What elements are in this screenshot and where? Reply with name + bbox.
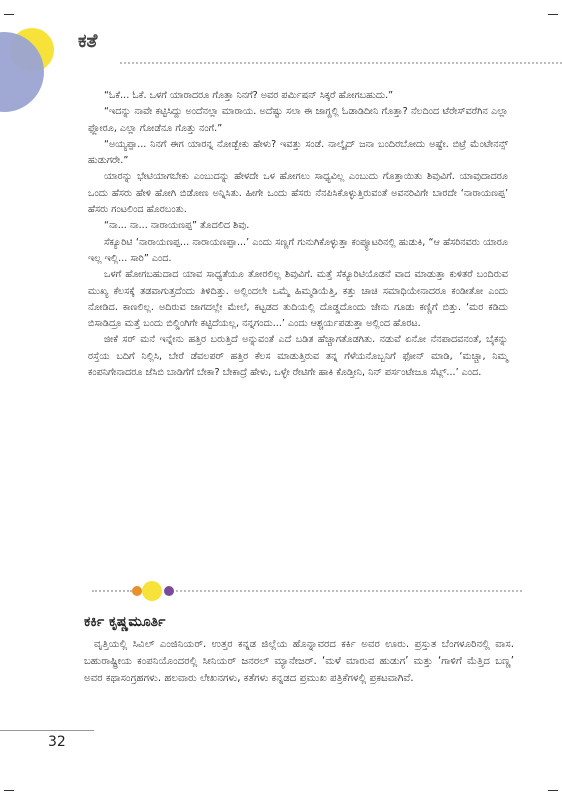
story-paragraph: “ಅಯ್ಯಪ್ಪಾ... ನಿನಗೆ ಈಗ ಯಾರನ್ನ ನೋಡ್ಬೇಕು ಹೇಳು? ಇವತ್ತು ಸಂಡೆ. ನಾಲ್ಕೈದ್ ಜನಾ ಬಂದಿರಬೋದು ಅಷ್ಟೇ. ಬಿಟ್ರೆ ಮೆಂಟೇನನ್ಸ್ ಹುಡುಗರೇ.” xyxy=(88,138,508,167)
page-number-rule xyxy=(0,730,94,731)
page-number: 32 xyxy=(48,734,66,750)
story-paragraph: “ಓಕೆ... ಓಕೆ. ಒಳಗೆ ಯಾರಾದರೂ ಗೊತ್ತಾ ನಿನಗೆ? ಅವರ ಪರ್ಮಿಷನ್ ಸಿಕ್ಕರೆ ಹೋಗಬಹುದು.” xyxy=(104,90,394,101)
header-dotted-divider xyxy=(120,62,562,64)
crop-mark xyxy=(548,790,558,791)
section-label: ಕತೆ xyxy=(78,30,98,52)
author-bio: ವೃತ್ತಿಯಲ್ಲಿ ಸಿವಿಲ್ ಎಂಜಿನಿಯರ್. ಉತ್ತರ ಕನ್ನಡ ಜಿಲ್ಲೆಯ ಹೊನ್ನಾವರದ ಕರ್ಕಿ ಅವರ ಊರು. ಪ್ರಸ್ತುತ ಬೆಂಗಳೂರಿನಲ್ಲಿ ವಾಸ. ಬಹುರಾಷ್ಟ್ರೀಯ ಕಂಪನಿಯೊಂದರಲ್ಲಿ ಸೀನಿಯರ್ ಜನರಲ್ ಮ್ಯಾನೇಜರ್. ‘ಮಳೆ ಮಾರುವ ಹುಡುಗ’ ಮತ್ತು ‘ಗಾಳಿಗೆ ಮೆತ್ತಿದ ಬಣ್ಣ’ ಅವರ ಕಥಾಸಂಗ್ರಹಗಳು. ಹಲವಾರು ಲೇಖನಗಳು, ಕತೆಗಳು ಕನ್ನಡದ ಪ್ರಮುಖ ಪತ್ರಿಕೆಗಳಲ್ಲಿ ಪ್ರಕಟವಾಗಿವೆ. xyxy=(84,639,514,684)
story-paragraph: ಒಳಗೆ ಹೋಗಬಹುದಾದ ಯಾವ ಸಾಧ್ಯತೆಯೂ ತೋರಲಿಲ್ಲ ಶಿವುವಿಗೆ. ಮತ್ತೆ ಸೆಕ್ಯೂರಿಟಿಯೊಡನೆ ವಾದ ಮಾಡುತ್ತಾ ಕುಳಿತರೆ ಬಂದಿರುವ ಮುಖ್ಯ ಕೆಲಸಕ್ಕೆ ತಡವಾಗುತ್ತದೆಂದು ತಿಳಿದಿತ್ತು. ಅಲ್ಲಿಂದಲೇ ಒಮ್ಮೆ ಹಿಮ್ಮಡಿಯೆತ್ತಿ, ಕತ್ತು ಚಾಚಿ ಸಮಾಧಿಯೇನಾದರೂ ಕಂಡೀತೋ ಎಂದು ನೋಡಿದ. ಕಾಣಲಿಲ್ಲ. ಅದಿರುವ ಜಾಗದಲ್ಲೇ ಮೇಲೆ, ಕಟ್ಟಡದ ತುದಿಯಲ್ಲಿ ದೊಡ್ಡದೊಂದು ಜೇನು ಗೂಡು ಕಣ್ಣಿಗೆ ಬಿತ್ತು. ‘ಮರ ಕಡಿದು ಬಿಸಾಡಿದ್ರೂ ಮತ್ತೆ ಬಂದು ಬಿಲ್ಡಿಂಗಿಗೇ ಕಟ್ಟಿದೆಯಲ್ಲ, ನನ್ನಗಂದು...’ ಎಂದು ಆಶ್ಚರ್ಯಪಡುತ್ತಾ ಅಲ್ಲಿಂದ ಹೊರಟ. xyxy=(88,269,508,330)
yellow-dot xyxy=(142,581,162,601)
crop-mark xyxy=(4,790,14,791)
story-paragraph: ಜೀಕೆ ಸರ್ ಮನೆ ಇನ್ನೇನು ಹತ್ತಿರ ಬರುತ್ತಿದೆ ಅನ್ನುವಂತೆ ಎದೆ ಬಡಿತ ಹೆಚ್ಚಾಗತೊಡಗಿತು. ನಡುವೆ ಏನೋ ನೆನಪಾದವನಂತೆ, ಬೈಕನ್ನು ರಸ್ತೆಯ ಬದಿಗೆ ನಿಲ್ಲಿಸಿ, ಬೇರೆ ಡೆವಲಪರ್ ಹತ್ತಿರ ಕೆಲಸ ಮಾಡುತ್ತಿರುವ ತನ್ನ ಗೆಳೆಯನೊಬ್ಬನಿಗೆ ಫೋನ್ ಮಾಡಿ, ‘ಮಚ್ಚಾ, ನಿಮ್ಮ ಕಂಪನಿಗೇನಾದರೂ ಜೆಸಿಬಿ ಬಾಡಿಗೆಗೆ ಬೇಕಾ? ಬೇಕಾದ್ರೆ ಹೇಳು, ಒಳ್ಳೇ ರೇಟಿಗೇ ಹಾಕಿ ಕೊಡ್ತೀನಿ, ನಿನ್ ಪರ್ಸಂಟೇಜೂ ಸೆಟ್ಲ್...’ ಎಂದ. xyxy=(88,334,508,379)
purple-dot xyxy=(164,586,174,596)
crop-mark xyxy=(4,14,14,15)
story-paragraph: “ನಾ... ನಾ... ನಾರಾಯಣಪ್ಪ” ತೊದಲಿದ ಶಿವು. xyxy=(104,220,250,232)
story-paragraph: ಸೆಕ್ಯೂರಿಟಿ ‘ನಾರಾಯಣಪ್ಪ... ನಾರಾಯಣಪ್ಪಾ...’ ಎಂದು ಸಣ್ಣಗೆ ಗುನುಗಿಕೊಳ್ಳುತ್ತಾ ಕಂಪ್ಯೂಟರಿನಲ್ಲಿ ಹುಡುಕಿ, “ಆ ಹೆಸರಿನವರು ಯಾರೂ ಇಲ್ಲ ಇಲ್ಲಿ... ಸಾರಿ” ಎಂದ. xyxy=(88,236,508,264)
author-divider-right xyxy=(176,590,522,592)
author-divider-left xyxy=(92,590,132,592)
story-body xyxy=(88,88,508,381)
story-paragraph: “ಇದನ್ನು ನಾವೇ ಕಟ್ಟಿಸಿದ್ದು ಅಂದೆನಲ್ಲಾ ಮಾರಾಯ. ಅದೆಷ್ಟು ಸಲಾ ಈ ಜಾಗ್ದಲ್ಲಿ ಓಡಾಡಿದೀನಿ ಗೊತ್ತಾ? ನೆಲದಿಂದ ಟೆರೇಸ್‌ವರೆಗಿನ ಎಲ್ಲಾ ಫ್ಲೋರೂ, ಎಲ್ಲಾ ಗೋಡೆನೂ ಗೊತ್ತು ನಂಗೆ.” xyxy=(88,106,508,134)
crop-mark xyxy=(548,14,558,15)
author-name: ಕರ್ಕಿ ಕೃಷ್ಣಮೂರ್ತಿ xyxy=(84,614,166,630)
story-paragraph: ಯಾರನ್ನು ಭೇಟಿಯಾಗಬೇಕು ಎಂಬುದನ್ನು ಹೇಳದೇ ಒಳ ಹೋಗಲು ಸಾಧ್ಯವಿಲ್ಲ ಎಂಬುದು ಗೊತ್ತಾಯಿತು ಶಿವುವಿಗೆ. ಯಾವುದಾದರೂ ಒಂದು ಹೆಸರು ಹೇಳಿ ಹೋಗಿ ಬಿಡೋಣ ಅನ್ನಿಸಿತು. ಹೀಗೇ ಒಂದು ಹೆಸರು ನೆನಪಿಸಿಕೊಳ್ಳುತ್ತಿರುವಂತೆ ಅವನರಿವಿಗೇ ಬಾರದೇ ‘ನಾರಾಯಣಪ್ಪ’ ಹೆಸರು ಗಂಟಲಿಂದ ಹೊರಬಂತು. xyxy=(88,171,508,216)
orange-dot xyxy=(132,586,142,596)
